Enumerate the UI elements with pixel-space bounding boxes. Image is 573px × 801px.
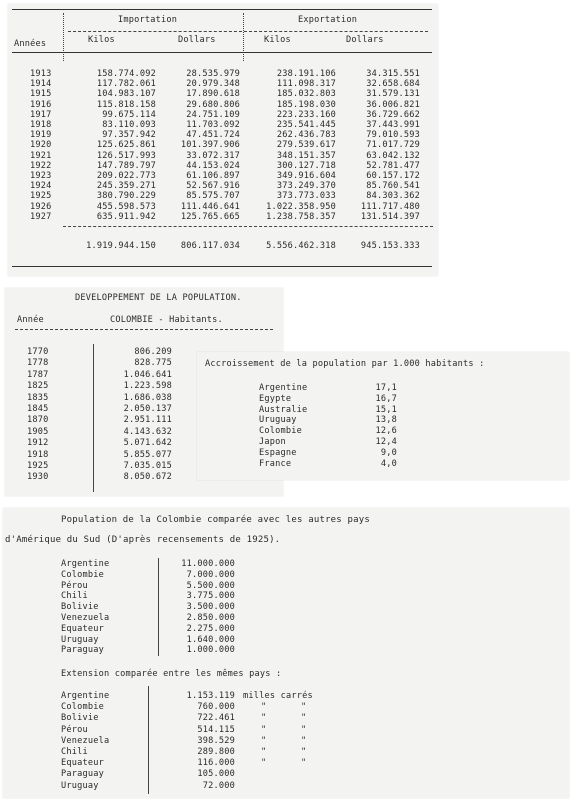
growth-row-country: Egypte: [259, 393, 292, 404]
trade-row-year: 1925: [30, 191, 52, 202]
comparison-row-value: 1.640.000: [186, 634, 235, 645]
growth-row-value: 4,0: [380, 458, 397, 469]
growth-row-country: Argentine: [259, 383, 308, 393]
population-row-value: 7.035.015: [123, 461, 172, 471]
trade-row-year: 1918: [30, 120, 52, 130]
trade-row-year: 1921: [30, 150, 52, 161]
extension-row-country: Bolivie: [61, 713, 99, 724]
trade-row-export-kilos: 111.098.317: [276, 79, 336, 90]
extension-row-unit: milles carrés: [243, 691, 313, 701]
population-row-value: 828.775: [134, 358, 172, 369]
comparison-row-country: Venezuela: [61, 613, 110, 623]
trade-row-import-dollars: 111.446.641: [180, 201, 240, 212]
trade-row-export-kilos: 1.238.758.357: [266, 211, 336, 222]
population-row-year: 1778: [27, 358, 49, 369]
trade-divider-2: [243, 13, 244, 61]
trade-row-year: 1923: [30, 171, 52, 181]
extension-row-ditto: ": [261, 724, 267, 735]
trade-row-export-kilos: 262.436.783: [276, 130, 336, 141]
extension-row-ditto: ": [261, 702, 267, 713]
population-row-year: 1845: [27, 404, 49, 414]
comparison-row-value: 2.275.000: [186, 623, 235, 634]
trade-row-import-kilos: 115.818.158: [96, 99, 156, 110]
extension-row-ditto: ": [301, 735, 307, 746]
comparison-row-value: 2.850.000: [186, 613, 235, 623]
trade-row-export-dollars: 36.006.821: [366, 99, 420, 110]
trade-sub-export-dollars: Dollars: [346, 35, 384, 45]
growth-row-value: 13,8: [375, 415, 397, 426]
comparison-row-value: 11.000.000: [181, 559, 235, 569]
trade-row-export-dollars: 131.514.397: [360, 211, 420, 222]
comparison-row-country: Argentine: [61, 559, 110, 569]
trade-row-export-dollars: 60.157.172: [366, 171, 420, 181]
trade-row-import-kilos: 99.675.114: [102, 109, 156, 120]
trade-row-import-dollars: 29.680.806: [186, 99, 240, 110]
extension-row-country: Colombie: [61, 702, 104, 713]
growth-row-country: France: [259, 458, 292, 469]
trade-row-import-dollars: 24.751.109: [186, 109, 240, 120]
trade-total-import-dollars: 806.117.034: [180, 241, 240, 251]
trade-row-import-kilos: 125.625.861: [96, 140, 156, 151]
trade-row-import-dollars: 33.072.317: [186, 150, 240, 161]
growth-row-country: Espagne: [259, 447, 297, 458]
trade-row-export-dollars: 84.303.362: [366, 191, 420, 202]
trade-row-import-kilos: 245.359.271: [96, 181, 156, 192]
trade-row-export-kilos: 185.198.030: [276, 99, 336, 110]
trade-row-import-dollars: 125.765.665: [180, 211, 240, 222]
trade-row-year: 1927: [30, 211, 52, 222]
trade-row-import-kilos: 97.357.942: [102, 130, 156, 141]
growth-row-country: Uruguay: [259, 415, 297, 426]
trade-row-export-kilos: 235.541.445: [276, 120, 336, 130]
extension-row-value: 105.000: [197, 769, 235, 780]
population-row-year: 1912: [27, 438, 49, 449]
trade-row-import-dollars: 52.567.916: [186, 181, 240, 192]
trade-row-year: 1917: [30, 109, 52, 120]
extension-row-value: 1.153.119: [186, 691, 235, 701]
extension-row-value: 514.115: [197, 724, 235, 735]
trade-row-export-kilos: 185.032.803: [276, 89, 336, 100]
growth-row-country: Australie: [259, 404, 308, 415]
comparison-row-value: 3.775.000: [186, 591, 235, 602]
population-row-year: 1787: [27, 369, 49, 380]
population-col-year: Année: [17, 315, 44, 325]
trade-row-export-dollars: 85.760.541: [366, 181, 420, 192]
population-row-value: 2.951.111: [123, 415, 172, 426]
population-row-year: 1770: [27, 347, 49, 357]
trade-sub-import-kilos: Kilos: [88, 35, 115, 45]
trade-row-import-kilos: 635.911.942: [96, 211, 156, 222]
trade-row-import-dollars: 17.890.618: [186, 89, 240, 100]
population-row-value: 1.046.641: [123, 369, 172, 380]
comparison-row-value: 7.000.000: [186, 569, 235, 580]
trade-row-import-dollars: 20.979.348: [186, 79, 240, 90]
extension-row-country: Chili: [61, 747, 88, 757]
trade-row-import-kilos: 104.983.107: [96, 89, 156, 100]
extension-row-value: 116.000: [197, 758, 235, 769]
comparison-title-line1: Population de la Colombie comparée avec les autres pays: [61, 515, 371, 525]
population-row-value: 806.209: [134, 347, 172, 357]
trade-total-rule: [63, 226, 433, 227]
trade-row-import-kilos: 83.110.093: [102, 120, 156, 130]
trade-row-export-dollars: 31.579.131: [366, 89, 420, 100]
trade-row-year: 1915: [30, 89, 52, 100]
growth-row-value: 12,4: [375, 437, 397, 447]
extension-row-value: 398.529: [197, 735, 235, 746]
trade-row-import-kilos: 455.598.573: [96, 201, 156, 212]
trade-table-sheet: [8, 4, 438, 276]
extension-row-country: Pérou: [61, 724, 88, 735]
population-row-value: 2.050.137: [123, 404, 172, 414]
trade-row-export-kilos: 279.539.617: [276, 140, 336, 151]
trade-row-export-kilos: 1.022.358.950: [266, 201, 336, 212]
comparison-row-value: 5.500.000: [186, 580, 235, 591]
population-divider: [93, 344, 94, 492]
comparison-row-country: Equateur: [61, 623, 104, 634]
trade-total-export-kilos: 5.556.462.318: [266, 241, 336, 251]
population-row-year: 1905: [27, 426, 49, 437]
population-row-value: 5.855.077: [123, 449, 172, 460]
growth-row-value: 16,7: [375, 393, 397, 404]
trade-row-export-kilos: 348.151.357: [276, 150, 336, 161]
trade-row-import-kilos: 117.782.061: [96, 79, 156, 90]
extension-row-country: Paraguay: [61, 769, 104, 780]
trade-row-year: 1924: [30, 181, 52, 192]
trade-row-export-kilos: 373.249.370: [276, 181, 336, 192]
growth-row-value: 17,1: [375, 383, 397, 393]
comparison-row-country: Paraguay: [61, 645, 104, 656]
trade-row-import-dollars: 44.153.024: [186, 160, 240, 171]
population-row-value: 4.143.632: [123, 426, 172, 437]
trade-row-import-dollars: 85.575.707: [186, 191, 240, 202]
trade-row-year: 1914: [30, 79, 52, 90]
trade-row-import-dollars: 101.397.906: [180, 140, 240, 151]
population-row-year: 1825: [27, 381, 49, 392]
trade-row-year: 1916: [30, 99, 52, 110]
population-title: DEVELOPPEMENT DE LA POPULATION.: [75, 293, 242, 303]
trade-row-export-kilos: 373.773.033: [276, 191, 336, 202]
trade-row-export-dollars: 32.658.684: [366, 79, 420, 90]
population-row-year: 1918: [27, 449, 49, 460]
trade-row-export-dollars: 79.010.593: [366, 130, 420, 141]
comparison-table-sheet: [3, 508, 569, 798]
growth-title: Accroissement de la population par 1.000 habitants :: [205, 359, 485, 369]
trade-row-import-dollars: 47.451.724: [186, 130, 240, 141]
extension-row-ditto: ": [261, 758, 267, 769]
trade-sub-export-kilos: Kilos: [264, 35, 291, 45]
growth-row-value: 15,1: [375, 404, 397, 415]
trade-row-import-kilos: 380.790.229: [96, 191, 156, 202]
population-header-rule: [15, 329, 273, 330]
population-col-habitants: COLOMBIE - Habitants.: [110, 315, 223, 325]
extension-row-country: Venezuela: [61, 735, 110, 746]
trade-col-years: Années: [14, 39, 47, 49]
extension-row-value: 760.000: [197, 702, 235, 713]
trade-row-year: 1920: [30, 140, 52, 151]
comparison-row-country: Pérou: [61, 580, 88, 591]
population-row-value: 8.050.672: [123, 472, 172, 483]
trade-row-export-dollars: 111.717.480: [360, 201, 420, 212]
extension-title: Extension comparée entre les mêmes pays :: [61, 669, 282, 679]
comparison-row-country: Colombie: [61, 569, 104, 580]
growth-row-country: Colombie: [259, 426, 302, 437]
population-row-value: 5.071.642: [123, 438, 172, 449]
trade-row-export-kilos: 300.127.718: [276, 160, 336, 171]
extension-row-ditto: ": [301, 747, 307, 757]
trade-row-export-dollars: 37.443.991: [366, 120, 420, 130]
extension-row-country: Uruguay: [61, 780, 99, 791]
comparison-row-country: Uruguay: [61, 634, 99, 645]
trade-group-rule: [68, 31, 428, 32]
population-row-value: 1.686.038: [123, 392, 172, 403]
extension-row-ditto: ": [301, 724, 307, 735]
trade-row-import-kilos: 147.789.797: [96, 160, 156, 171]
extension-row-value: 289.800: [197, 747, 235, 757]
comparison-title-line2: d'Amérique du Sud (D'après recensements de 1925).: [5, 535, 281, 545]
extension-row-value: 72.000: [202, 780, 235, 791]
trade-divider-1: [63, 13, 64, 61]
trade-row-year: 1919: [30, 130, 52, 141]
growth-row-value: 9,0: [380, 447, 397, 458]
population-row-year: 1835: [27, 392, 49, 403]
trade-row-import-kilos: 126.517.993: [96, 150, 156, 161]
extension-row-ditto: ": [301, 758, 307, 769]
trade-row-export-dollars: 52.781.477: [366, 160, 420, 171]
population-row-year: 1930: [27, 472, 49, 483]
trade-row-export-dollars: 36.729.662: [366, 109, 420, 120]
trade-row-export-dollars: 34.315.551: [366, 69, 420, 79]
comparison-divider: [158, 558, 159, 656]
extension-divider: [148, 686, 149, 794]
trade-row-import-dollars: 28.535.979: [186, 69, 240, 79]
trade-row-year: 1922: [30, 160, 52, 171]
trade-row-export-kilos: 223.233.160: [276, 109, 336, 120]
growth-table-sheet: [197, 352, 569, 480]
trade-row-import-dollars: 61.106.897: [186, 171, 240, 181]
trade-bottom-rule: [12, 266, 432, 267]
population-row-value: 1.223.598: [123, 381, 172, 392]
population-row-year: 1870: [27, 415, 49, 426]
comparison-row-value: 1.000.000: [186, 645, 235, 656]
extension-row-ditto: ": [261, 747, 267, 757]
growth-row-value: 12,6: [375, 426, 397, 437]
extension-row-ditto: ": [301, 713, 307, 724]
trade-row-export-dollars: 71.017.729: [366, 140, 420, 151]
extension-row-value: 722.461: [197, 713, 235, 724]
trade-row-import-kilos: 158.774.092: [96, 69, 156, 79]
trade-header-rule: [12, 52, 432, 53]
trade-table-top-rule: [12, 9, 432, 10]
trade-row-export-kilos: 349.916.604: [276, 171, 336, 181]
comparison-row-country: Chili: [61, 591, 88, 602]
trade-row-year: 1913: [30, 69, 52, 79]
trade-row-import-dollars: 11.703.092: [186, 120, 240, 130]
extension-row-ditto: ": [261, 713, 267, 724]
population-row-year: 1925: [27, 461, 49, 471]
extension-row-ditto: ": [261, 735, 267, 746]
trade-row-export-dollars: 63.042.132: [366, 150, 420, 161]
trade-sub-import-dollars: Dollars: [178, 35, 216, 45]
extension-row-ditto: ": [301, 702, 307, 713]
growth-row-country: Japon: [259, 437, 286, 447]
trade-total-export-dollars: 945.153.333: [360, 241, 420, 251]
trade-group-import: Importation: [118, 15, 178, 25]
comparison-row-country: Bolivie: [61, 602, 99, 613]
comparison-row-value: 3.500.000: [186, 602, 235, 613]
trade-row-export-kilos: 238.191.106: [276, 69, 336, 79]
trade-row-import-kilos: 209.022.773: [96, 171, 156, 181]
trade-total-import-kilos: 1.919.944.150: [86, 241, 156, 251]
trade-group-export: Exportation: [298, 15, 358, 25]
extension-row-country: Argentine: [61, 691, 110, 701]
extension-row-country: Equateur: [61, 758, 104, 769]
trade-row-year: 1926: [30, 201, 52, 212]
